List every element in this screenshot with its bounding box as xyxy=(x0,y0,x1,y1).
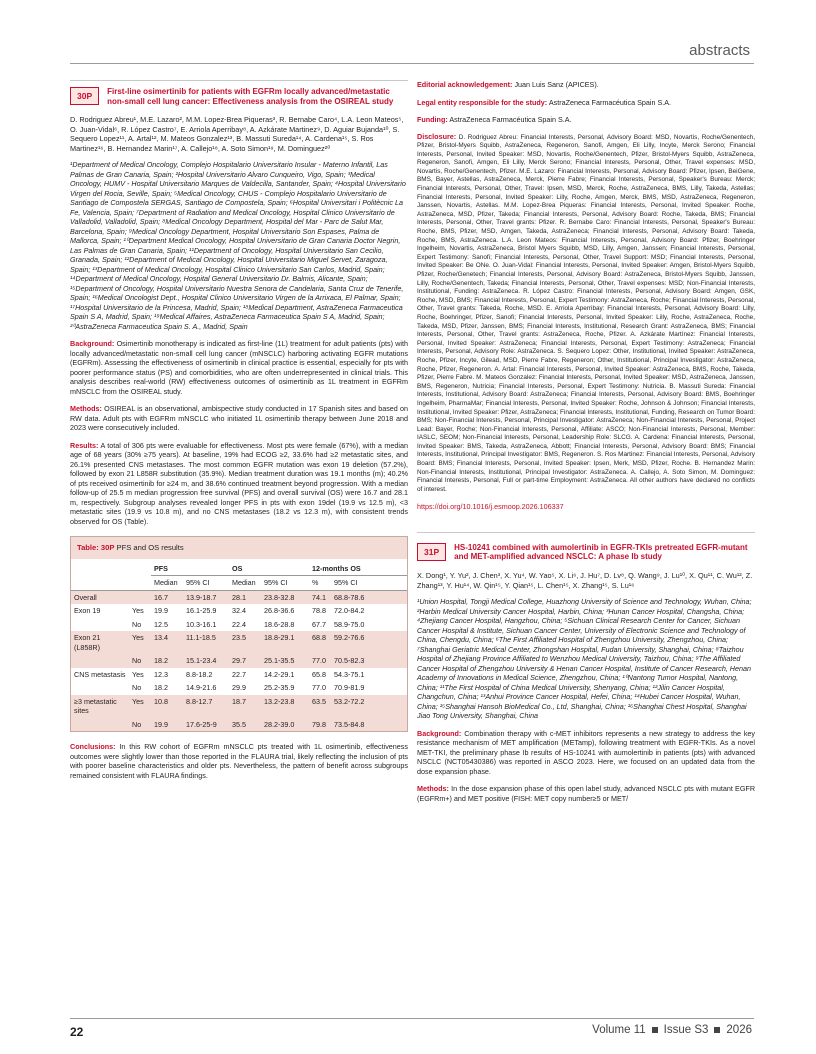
table-cell: 18.2 xyxy=(151,654,183,668)
table-cell: 25.2-35.9 xyxy=(264,683,295,693)
table-cell: 74.1 xyxy=(309,590,331,604)
row-group: Overall xyxy=(71,590,129,604)
header-rule xyxy=(70,63,754,64)
table-cell: 32.4 xyxy=(232,606,246,616)
row-subgroup: No xyxy=(129,654,151,668)
author-list: D. Rodriguez Abreu¹, M.E. Lazaro², M.M. Lopez-Brea Piqueras³, R. Bernabe Caro⁴, L.A. Leon Mateos⁵, O. Juan-Vidal⁶, R. López Castro⁷, E. Arriola Aperribay⁸, A. Azkárate Martinez⁹, D. Aguiar Bujanda¹⁰, S. Sequero Lopez¹¹, A. Artal¹², M. Mateos Gonzalez¹³, B. Massuti Sureda¹⁴, A. Cardena¹⁵, S. Ros Martinez¹⁶, B. Hernandez Marin¹⁷, A. Callejo¹⁸, A. Soto Simon¹⁹, M. Dominguez²⁰ xyxy=(70,115,404,153)
row-group: Exon 21 (L858R) xyxy=(71,631,129,654)
row-subgroup: Yes xyxy=(129,631,151,654)
right-column xyxy=(417,80,755,803)
table-cell: 18.8-29.1 xyxy=(261,631,309,654)
row-group xyxy=(71,718,129,732)
row-group: Exon 19 xyxy=(74,606,101,616)
table-title: Table: 30P PFS and OS results xyxy=(71,537,407,559)
table-cell: 73.5-84.8 xyxy=(331,718,407,732)
table-row xyxy=(71,631,407,654)
table-cell: 65.8 xyxy=(312,669,326,679)
row-subgroup: Yes xyxy=(132,669,144,679)
disclosure: Disclosure: D. Rodriguez Abreu: Financial Interests, Personal, Advisory Board: MSD, Novartis, Roche/Genentech, Pfizer, Bristol-Myers Squibb, AstraZeneca, Regeneron, Sanofi, Amgen, Eli Lilly, Incyte, Merck Serono; Financial Interests, Personal, Invited Speaker: MSD, Novartis, Roche/Genentech, Pfizer, Bristol-Myers Squibb, AstraZeneca, Regeneron, Sanofi, Amgen, Eli Lilly, Merck Serono; Financial Interests, Personal, Other, Travel expenses: MSD, Novartis, Roche/Genentech, Pfizer. M.E. Lazaro: Financial Interests, Personal, Advisory Board: Pfizer, Ipsen, BeiGene, BMS, Bayer, Astellas, AstraZeneca, Merck, Pierre Fabre; Financial Interests, Personal, Speaker's Bureau: Merck; Financial Interests, Personal, Other, Travel: Ipsen, MSD, Merck, Roche, AstraZeneca, BMS, Lilly, Takeda, Astellas; Financial Interests, Personal, Invited Speaker: Lilly, Roche, Amgen, Merck, BMS, MSD, AstraZeneca, Regeneron, Janssen, Novartis, Astellas. M.M. Lopez-Brea Piqueras: Financial Interests, Personal, Invited Speaker: Roche, AstraZeneca, MSD, Pfizer, Takeda; Financial Interests, Personal, Advisory Board: Roche, Takeda, BMS; Financial Interests, Personal, Other, Travel grants: Pfizer. R. Bernabe Caro: Financial Interests, Personal, Speaker's Bureau: Roche, BMS, Pfizer, MSD, Amgen, Takeda, AstraZeneca; Financial Interests, Personal, Advisory Board: Takeda, Roche, BMS, AstraZeneca. L.A. Leon Mateos: Financial Interests, Personal, Advisory Board: Pfizer, Boehringer Ingelheim, Novartis, AstraZeneca, Bristol Myers Squibb, MSD, Lilly, Amgen, Janssen; Financial Interests, Personal, Expert Testimony: Sanofi; Financial Interests, Personal, Other, Travel Support: MSD; Financial Interests, Personal, Invited Speaker: Be ONe. O. Juan-Vidal: Financial Interests, Personal, Invited Speaker: Amgen, Bristol-Myers Squibb, Pfizer, Roche/Genetech; Financial Interests, Personal, Advisory Board: AstraZeneca, Bristol-Myers Squibb, Janssen, Lilly, Roche/Genentech, Takeda; Financial Interests, Personal, Other, Travel expenses: MSD; Non-Financial Interests, Institutional, Funding: AstraZeneca. R. López Castro: Financial Interests, Personal, Advisory Board: Amgen, GSK, Roche, MSD, BMS; Financial Interests, Personal, Expert Testimony: AstraZeneca, Roche; Financial Interests, Personal, Other, Travel grants: Takeda, Roche, MSD. E. Arriola Aperribay: Financial Interests, Personal, Advisory Board: Lilly, Roche, Boehringer, Pfizer, Sanofi; Financial Interests, Personal, Invited Speaker: Lilly, Roche, AstraZeneca, Roche, Takeda, MSD, Pfizer, Janssen, BMS; Financial Interests, Institutional, Research Grant: AstraZeneca, BMS; Financial Interests, Personal, Other, Travel grants: AstraZeneca, Roche, Pfizer. A. Azkárate Martínez: Financial Interests, Personal, Invited Speaker: AstraZeneca; Financial Interests, Personal, Expert Testimony: AstraZeneca; Financial Interests, Personal, Advisory Role: AstraZeneca. S. Sequero Lopez: Other, Institutional, Invited Speaker: AstraZeneca, Roche, Pfizer, Incyte, Gilead, MSD, Pierre Fabre, Regeneron; Other, Institutional, Principal Investigator: AstraZeneca, Roche, Pfizer, Regeneron. A. Artal: Financial Interests, Personal, Invited Speaker: AstraZeneca, BMS, Roche, Takeda, Pfizer, Pierre Fabre. M. Mateos Gonzalez: Financial Interests, Personal, Invited Speaker: MSD, AstraZeneca, Janssen, BMS, Regeneron, Nutricia; Financial Interests, Personal, Expert Testimony: Nutricia. B. Massuti Sureda: Financial Interests, Institutional, Advisory Board: AstraZeneca; Financial Interests, Personal, Advisory Board: BMS, Boehringer Ingelheim, PharmaMar; Financial Interests, Personal, Invited Speaker: Roche, Johnson & Johnson; Financial Interests, Institutional, Invited Speaker: Pfizer, AstraZeneca; Financial Interests, Institutional, Funding, Research on Tumor Board: BMS; Non-Financial Interests, Personal, Principal Investigator: AstraZeneca; Non-Financial Interests, Personal, Project Lead: Bayer, Roche; Non-Financial Interests, Personal, Affiliate: ASCO; Non-Financial Interests, Personal, Member: IASLC, SEOM; Non-Financial Interests, Personal, Leadership Role: SLCG. A. Cardena: Financial Interests, Personal, Invited Speaker: BMS, Takeda, AstraZeneca, Abbott; Financial Interests, Personal, Advisory Board: BMS; Financial Interests, Institutional, Principal Investigator: BMS, Regeneron. S. Ros Martinez: Financial Interests, Personal, Advisory Board: BMS; Financial Interests, Personal, Invited Speaker: Ipsen, Merk, MSD, Pfizer, Roche. B. Hernandez Marin: Non-Financial Interests, Institutional, Principal Investigator: AstraZeneca. A. Callejo, A. Soto Simon, M. Dominguez: Financial Interests, Personal, Full or part-time Employment: AstraZeneca. All other authors have declared no conflicts of interest. xyxy=(417,131,755,493)
table-cell: 68.8-78.6 xyxy=(331,590,407,604)
table-cell: 68.8 xyxy=(309,631,331,654)
table-cell: 67.7 xyxy=(312,619,326,629)
table-row xyxy=(71,654,407,668)
row-group: ≥3 metastatic sites xyxy=(71,695,129,718)
table-row xyxy=(71,618,407,632)
table-cell: 25.1-35.5 xyxy=(261,654,309,668)
table-cell: 18.7 xyxy=(229,695,261,718)
col-header: Median xyxy=(229,576,261,591)
footer-rule xyxy=(70,1018,754,1019)
row-subgroup: No xyxy=(132,619,142,629)
row-subgroup xyxy=(129,590,151,604)
col-header: Median xyxy=(151,576,183,591)
background-section: Background: Osimertinib monotherapy is indicated as first-line (1L) treatment for adult patients (pts) with locally advanced/metastatic non-small cell lung cancer (mNSCLC) harboring activating EGFR mutations (EGFRm). Assessing the effectiveness of osimertinib in clinical practice is essential, especially for pts with poorer performance status (PS) and comorbidities, who are often underrepresented in clinical trials. This analysis describes real-world (RW) effectiveness outcomes of osimertinib as 1L treatment in EGFRm mNSCLC from the OSIREAL study. xyxy=(70,339,408,396)
table-cell: 23.8-32.8 xyxy=(261,590,309,604)
table-cell: 59.2-76.6 xyxy=(331,631,407,654)
table-cell: 72.0-84.2 xyxy=(334,606,365,616)
table-cell: 10.3-16.1 xyxy=(186,619,217,629)
abstract-divider xyxy=(70,80,408,81)
row-subgroup: No xyxy=(132,683,142,693)
table-cell: 70.9-81.9 xyxy=(334,683,365,693)
abstract-title: First-line osimertinib for patients with EGFRm locally advanced/metastatic non-small cell lung cancer: Effectiveness analysis from the OSIREAL study xyxy=(107,87,394,106)
table-cell: 12.3 xyxy=(154,669,168,679)
table-header-group xyxy=(71,559,407,576)
doi-link[interactable]: https://doi.org/10.1016/j.esmoop.2026.106337 xyxy=(417,502,564,512)
row-subgroup: Yes xyxy=(129,695,151,718)
volume-info: Volume 11 Issue S3 2026 xyxy=(592,1024,752,1036)
table-cell: 54.3-75.1 xyxy=(334,669,365,679)
table-cell: 28.2-39.0 xyxy=(261,718,309,732)
table-cell: 35.5 xyxy=(229,718,261,732)
table-cell: 8.8-18.2 xyxy=(186,669,213,679)
table-cell: 70.5-82.3 xyxy=(331,654,407,668)
table-cell: 16.1-25.9 xyxy=(186,606,217,616)
table-cell: 29.7 xyxy=(229,654,261,668)
table-row xyxy=(71,681,407,695)
affiliations: ¹Union Hospital, Tongji Medical College, Huazhong University of Science and Technology, Wuhan, China; ²Harbin Medical University Cancer Hospital, Harbin, China; ³Hunan Cancer Hospital, Changsha, China; ⁴Zhejiang Cancer Hospital, Hangzhou, China; ⁵Sichuan Clinical Research Center for Cancer, Sichuan Cancer Hospital & Institute, Sichuan Cancer Center, University of Electronic Science and Technology of China, Chengdu, China; ⁶The First Affiliated Hospital of Zhengzhou University, Zhengzhou, China; ⁷Shanghai Geriatric Medical Center, Zhongshan Hospital, Fudan University, Shanghai, China; ⁸Taizhou Hospital of Zhejiang Province Affiliated to Wenzhou Medical University, Taizhou, China; ⁹The Affiliated Cancer Hospital of Zhengzhou University & Henan Cancer Hospital, Institute of Cancer Research, Henan Academy of Innovations in Medical Science, Zhengzhou, China; ¹⁰Nantong Tumor Hospital, Nantong, China; ¹¹The First Hospital of China Medical University, Shenyang, China; ¹²Jilin Cancer Hospital, Changchun, China; ¹³Anhui Province Cancer Hospital, Hefei, China; ¹⁴Hubei Cancer Hospital, Wuhan, China; ¹⁵Shanghai Hansoh BioMedical Co., Ltd, Shanghai, China; ¹⁶Shanghai Chest Hospital, Shanghai Jiao Tong University, Shanghai, China xyxy=(417,597,752,721)
table-cell: 22.7 xyxy=(232,669,246,679)
table-cell: 15.1-23.4 xyxy=(183,654,229,668)
page-number: 22 xyxy=(70,1025,84,1039)
table-cell: 8.8-12.7 xyxy=(183,695,229,718)
row-group: CNS metastasis xyxy=(74,669,126,679)
abstract-badge: 30P xyxy=(70,87,99,105)
funding: Funding: AstraZeneca Farmacéutica Spain S.A. xyxy=(417,115,572,124)
pfs-os-table xyxy=(71,559,407,732)
table-cell: 77.0 xyxy=(312,683,326,693)
col-header: 95% CI xyxy=(261,576,309,591)
col-header: 95% CI xyxy=(331,576,407,591)
separator-square-icon xyxy=(714,1027,720,1033)
abstract-divider xyxy=(417,532,755,533)
table-cell: 17.6-25-9 xyxy=(183,718,229,732)
table-cell: 10.8 xyxy=(151,695,183,718)
abstract-title: HS-10241 combined with aumolertinib in EGFR-TKIs pretreated EGFR-mutant and MET-amplified advanced NSCLC: A phase Ib study xyxy=(454,542,748,562)
table-cell: 14.2-29.1 xyxy=(264,669,295,679)
table-cell: 13.2-23.8 xyxy=(261,695,309,718)
table-cell: 19.9 xyxy=(154,606,168,616)
background-section: Background: Combination therapy with c-MET inhibitors represents a new strategy to address the key resistance mechanism of MET amplification (METamp), following treatment with EGFR-TKIs. As a novel MET-TKI, the preliminary phase Ib results of HS-10241 with aumolertinib in patients (pts) with advanced NSCLC (NCT05430386) was reported in ASCO 2023. Here, we focused on an updated data from the dose expansion phase. xyxy=(417,728,756,776)
table-cell: 29.9 xyxy=(232,683,246,693)
table-row xyxy=(71,668,407,682)
table-cell: 12.5 xyxy=(154,619,168,629)
table-cell: 13.9-18.7 xyxy=(183,590,229,604)
affiliations: ¹Department of Medical Oncology, Complejo Hospitalario Universitario Insular - Materno Infantil, Las Palmas de Gran Canaria, Spain; ²Hospital Universitario Alvaro Cunqueiro, Vigo, Spain; ³Medical Oncology, HUMV - Hospital Universitario Marques de Valdecilla, Santander, Spain; ⁴Hospital Universitario Virgen del Rocia, Seville, Spain; ⁵Medical Oncology, CHUS - Complejo Hospitalario Universitario de Santiago de Compostela SERGAS, Santiago de Compostela, Spain; ⁶Hospital Universitari i Politècnic La Fe, Valencia, Spain; ⁷Department of Radiation and Medical Oncology, Hospital Clinico Universitario de Valladolid, Valladolid, Spain; ⁸Medical Oncology Department, Hospital del Mar - Parc de Salut Mar, Barcelona, Spain; ⁹Medical Oncology Department, Hospital Universitario Son Espases, Palma de Mallorca, Spain; ¹⁰Department Medical Oncology, Hospital Universitario de Gran Canaria Doctor Negrin, Las Palmas de Gran Canaria, Spain; ¹¹Department of Oncology, Hospital Universitario San Cecilio, Granada, Spain; ¹²Department of Medical Oncology, Hospital Universitario Miguel Servet, Zaragoza, Spain; ¹³Department of Medical Oncology, Hospital Clinico Universitario San Carlos, Madrid, Spain; ¹⁴Department of Medical Oncology, Hospital General Universitario Dr. Balmis, Alicante, Spain; ¹⁵Department of Oncology, Hospital Universitario Nuestra Senora de Candelaria, Santa Cruz de Tenerife, Spain; ¹⁶Medical Oncologist Dept., Hospital Clinico Universitario Virgen de la Arrixaca, El Palmar, Spain; ¹⁷Hospital Universitario de la Princesa, Madrid, Spain; ¹⁸Medical Department, AstraZeneca Farmaceutica Spain S A, Madrid, Spain; ¹⁹Medical Affaires, AstraZeneca Farmaceutica Spain S A, Madrid, Spain; ²⁰AstraZeneca Farmaceutica Spain S. A., Madrid, Spain xyxy=(70,160,406,331)
row-group xyxy=(71,654,129,668)
table-row xyxy=(71,695,407,718)
table-cell: 13.4 xyxy=(151,631,183,654)
abstract-30p-heading xyxy=(70,87,408,106)
methods-section: Methods: OSIREAL is an observational, ambispective study conducted in 17 Spanish sites and based on RW data. Adult pts with EGFRm mNSCLC who initiated 1L osimertinib therapy between June 2018 and 2023 were consecutively included. xyxy=(70,404,408,433)
separator-square-icon xyxy=(652,1027,658,1033)
table-header-columns xyxy=(71,576,407,591)
table-cell: 18.6-28.8 xyxy=(264,619,295,629)
row-subgroup: No xyxy=(129,718,151,732)
abstract-badge: 31P xyxy=(417,543,446,561)
legal-entity: Legal entity responsible for the study: AstraZeneca Farmacéutica Spain S.A. xyxy=(417,97,672,107)
table-row xyxy=(71,604,407,618)
results-section: Results: A total of 306 pts were evaluable for effectiveness. Most pts were female (67%), with a median age of 68 years (30% ≥75 years). At baseline, 19% had ECOG ≥2, 33.6% had ≥2 metastatic sites, and 26.1% presented CNS metastases. The most common EGFR mutation was exon 19 deletion (57.2%), followed by exon 21 L858R substitution (35.9%). Median treatment duration was 19.1 months (m); 40.2% of pts received osimertinib for ≥24 m, and 38.6% continued treatment beyond progression. With a median follow-up of 25.5 m median progression free survival (PFS) and overall survival (OS) were 16.7 and 28.1 m, respectively. Subgroup analyses revealed longer PFS in pts with exon 19del (19.9 vs 12.5 m), <3 metastatic sites (19.9 vs 10.8 m), and no CNS metastases (18.2 vs 12.3 m), with consistent trends observed for OS (Table). xyxy=(70,440,408,526)
table-cell: 53.2-72.2 xyxy=(331,695,407,718)
table-cell: 18.2 xyxy=(154,683,168,693)
author-list: X. Dong¹, Y. Yu², J. Chen³, X. Yu⁴, W. Yao⁵, X. Li⁶, J. Hu⁷, D. Lv⁸, Q. Wang⁹, J. Lu¹⁰, X. Qu¹¹, C. Wu¹², Z. Zhang¹³, Y. Hu¹⁴, W. Qin¹⁵, Y. Qian¹⁵, L. Chen¹⁵, X. Zhang¹⁵, S. Lu¹⁶ xyxy=(417,570,753,590)
table-cell: 11.1-18.5 xyxy=(183,631,229,654)
section-header: abstracts xyxy=(689,42,750,59)
table-cell: 79.8 xyxy=(309,718,331,732)
results-table xyxy=(70,536,408,732)
table-cell: 63.5 xyxy=(309,695,331,718)
row-group xyxy=(71,681,129,695)
table-cell: 78.8 xyxy=(312,606,326,616)
table-cell: 26.8-36.6 xyxy=(264,606,295,616)
table-cell: 23.5 xyxy=(229,631,261,654)
left-column xyxy=(70,80,408,780)
header-pfs: PFS xyxy=(151,559,229,576)
editorial-acknowledgement: Editorial acknowledgement: Juan Luis Sanz (APICES). xyxy=(417,80,599,89)
conclusions-section: Conclusions: In this RW cohort of EGFRm mNSCLC pts treated with 1L osimertinib, effectiveness outcomes were slightly lower than those reported in the FLAURA trial, likely reflecting the inclusion of pts with poorer baseline characteristics and older pts. Nevertheless, the pattern of benefit across subgroups remained consistent with FLAURA findings. xyxy=(70,742,408,780)
table-cell: 14.9-21.6 xyxy=(186,683,217,693)
row-subgroup: Yes xyxy=(132,606,144,616)
table-cell: 28.1 xyxy=(229,590,261,604)
table-row xyxy=(71,718,407,732)
table-row xyxy=(71,590,407,604)
row-group xyxy=(71,618,129,632)
table-cell: 77.0 xyxy=(309,654,331,668)
col-header: % xyxy=(309,576,331,591)
col-header: 95% CI xyxy=(183,576,229,591)
table-cell: 22.4 xyxy=(232,619,246,629)
table-cell: 58.9-75.0 xyxy=(334,619,365,629)
table-cell: 16.7 xyxy=(151,590,183,604)
header-os: OS xyxy=(229,559,309,576)
abstract-31p-heading xyxy=(417,543,755,562)
table-cell: 19.9 xyxy=(151,718,183,732)
methods-section: Methods: In the dose expansion phase of this open label study, advanced NSCLC pts with mutant EGFR (EGFRm+) and MET positive (FISH: MET copy number≥5 or MET/ xyxy=(417,784,756,803)
header-12m-os: 12-months OS xyxy=(309,559,407,576)
